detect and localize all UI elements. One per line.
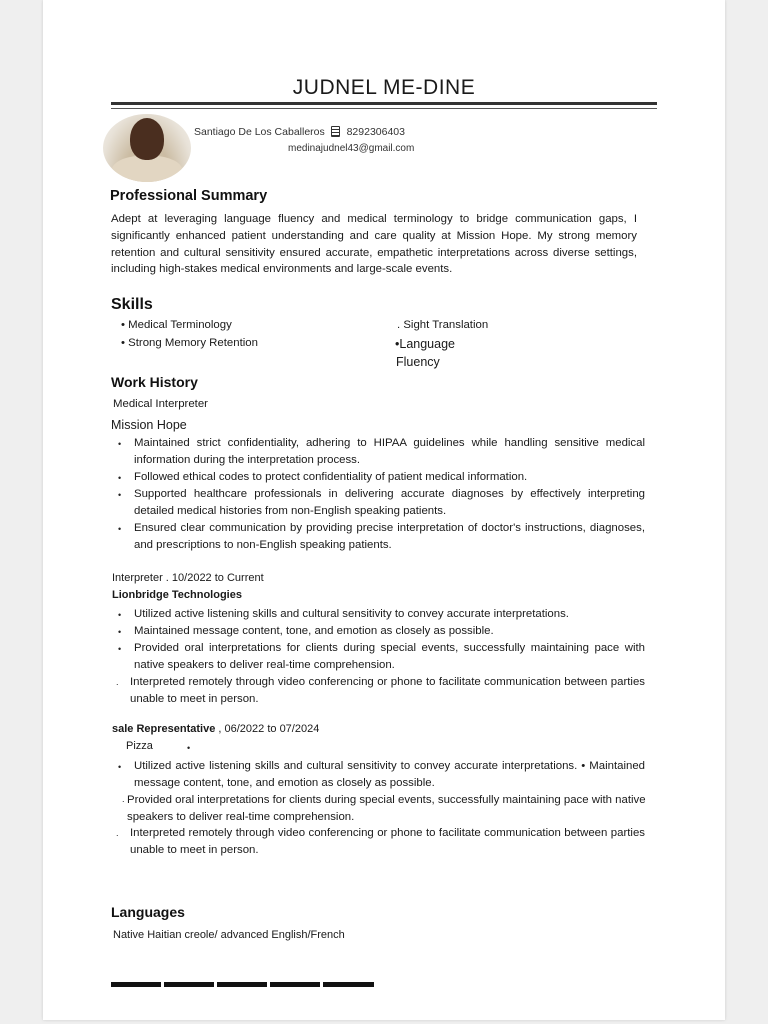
phone-icon	[331, 126, 340, 137]
languages-heading: Languages	[111, 904, 185, 920]
summary-text: Adept at leveraging language fluency and medical terminology to bridge communication gaps, I significantly enhanced patient understanding and care quality at Mission Hope. My strong memory retention and cultural sensitivity ensured accurate, empathetic interpretations across diverse settings, including high-stakes medical environments and large-scale events.	[111, 213, 637, 276]
languages-text: Native Haitian creole/ advanced English/French	[113, 929, 345, 941]
job-company: Pizza	[126, 740, 153, 752]
job-bullet: Utilized active listening skills and cultural sensitivity to convey accurate interpretations. • Maintained message content, tone, and emotion as closely as possible.	[134, 760, 645, 789]
bullet-dot: •	[118, 762, 122, 772]
job-bullet: Followed ethical codes to protect confidentiality of patient medical information.	[134, 471, 528, 483]
footer-bar-segment	[111, 982, 161, 987]
job-title: Medical Interpreter	[113, 398, 208, 410]
summary-heading: Professional Summary	[110, 188, 268, 204]
header-rule	[111, 102, 657, 105]
email-text: medinajudnel43@gmail.com	[288, 143, 415, 154]
bullet-dot: •	[118, 439, 122, 449]
footer-bar-segment	[217, 982, 267, 987]
header-rule-thin	[111, 108, 657, 109]
job-bullet: Interpreted remotely through video conferencing or phone to facilitate communication between parties unable to meet in person.	[130, 827, 645, 856]
job-bullet: Maintained strict confidentiality, adhering to HIPAA guidelines while handling sensitive medical information during the interpretation process.	[134, 437, 645, 466]
bullet-dot: .	[116, 828, 119, 838]
bullet-dot: •	[118, 644, 122, 654]
profile-photo	[103, 114, 191, 182]
job-company: Mission Hope	[111, 418, 187, 432]
job-bullet: Maintained message content, tone, and emotion as closely as possible.	[134, 625, 494, 637]
location-text: Santiago De Los Caballeros	[194, 126, 325, 138]
job-bullet: Utilized active listening skills and cultural sensitivity to convey accurate interpretations.	[134, 608, 569, 620]
bullet-dot: •	[118, 627, 122, 637]
job-title: sale Representative	[112, 723, 216, 735]
footer-bar-segment	[164, 982, 214, 987]
job-bullet: Supported healthcare professionals in delivering accurate diagnoses by effectively interpreting detailed medical histories from non-English speaking patients.	[134, 488, 645, 517]
resume-page	[43, 0, 725, 1020]
job-title: Interpreter . 10/2022 to Current	[112, 572, 264, 584]
bullet-dot: .	[122, 794, 125, 804]
skill-item: • Medical Terminology	[121, 319, 232, 331]
footer-bar-segment	[323, 982, 374, 987]
job-company: Lionbridge Technologies	[112, 589, 242, 601]
job-bullet: Ensured clear communication by providing precise interpretation of doctor's instructions, diagnoses, and prescriptions to non-English speaking patients.	[134, 522, 645, 551]
bullet-dot: .	[116, 677, 119, 687]
footer-bar-segment	[270, 982, 320, 987]
bullet-dot: •	[187, 743, 191, 753]
bullet-dot: •	[118, 610, 122, 620]
skill-item: Fluency	[396, 355, 440, 369]
work-history-heading: Work History	[111, 374, 198, 390]
bullet-dot: •	[118, 473, 122, 483]
candidate-name: JUDNEL ME-DINE	[292, 76, 476, 99]
skill-item: •Language	[395, 337, 455, 351]
job-dates: , 06/2022 to 07/2024	[218, 723, 320, 735]
contact-line	[194, 126, 405, 138]
bullet-dot: •	[118, 490, 122, 500]
job-bullet: Provided oral interpretations for clients during special events, successfully maintaining pace with native speakers to deliver real-time comprehension.	[127, 794, 646, 823]
skill-item: . Sight Translation	[397, 319, 489, 331]
job-bullet: Interpreted remotely through video conferencing or phone to facilitate communication between parties unable to meet in person.	[130, 676, 645, 705]
skills-heading: Skills	[111, 296, 153, 313]
bullet-dot: •	[118, 524, 122, 534]
job-bullet: Provided oral interpretations for clients during special events, successfully maintaining pace with native speakers to deliver real-time comprehension.	[134, 642, 645, 671]
skill-item: • Strong Memory Retention	[121, 337, 258, 349]
phone-text: 8292306403	[346, 126, 405, 138]
job-title-line	[112, 723, 319, 735]
